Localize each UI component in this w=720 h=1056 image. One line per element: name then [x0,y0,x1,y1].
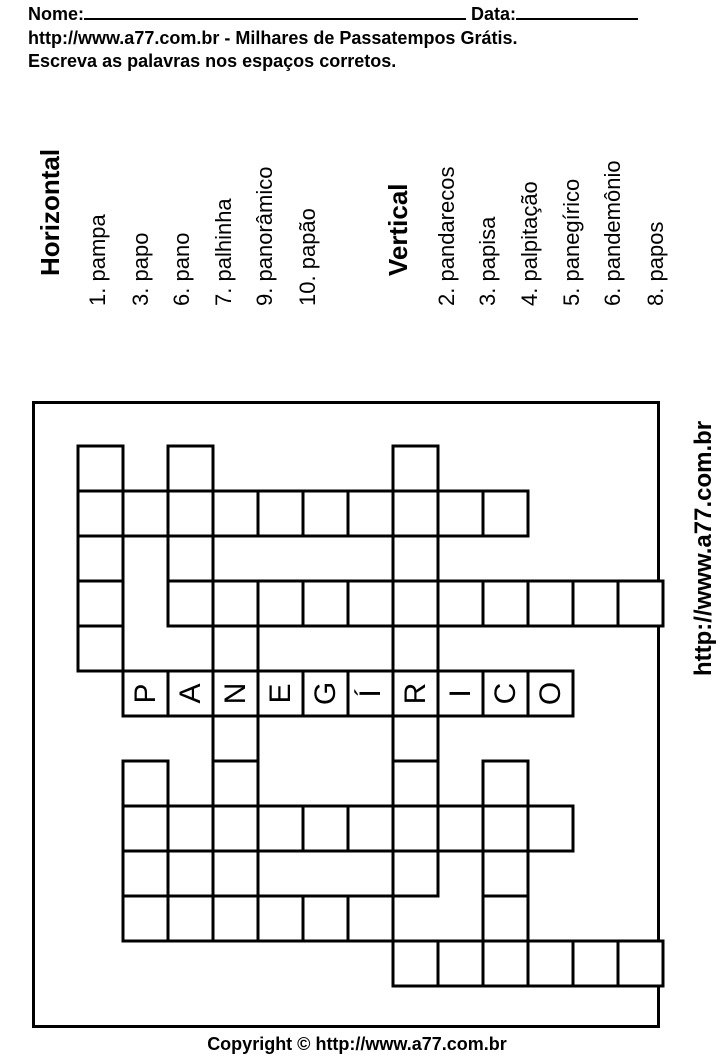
crossword-cell[interactable] [393,626,438,671]
given-letter: E [264,683,297,704]
crossword-cell[interactable] [393,536,438,581]
crossword-cell[interactable] [348,581,393,626]
crossword-cell[interactable] [168,896,213,941]
crossword-cell[interactable] [438,941,483,986]
horizontal-title: Horizontal [35,148,65,276]
clue-word: papos [643,221,668,282]
crossword-cell[interactable] [348,491,393,536]
crossword-cell[interactable] [123,851,168,896]
crossword-cell[interactable] [78,581,123,626]
crossword-cell[interactable] [303,491,348,536]
clue-word: pano [169,232,194,282]
crossword-cell[interactable] [168,581,213,626]
clue-number: 2. [434,287,459,306]
crossword-cell[interactable] [213,806,258,851]
crossword-cell[interactable] [483,491,528,536]
clue-number: 6. [169,287,194,306]
clue-number: 3. [128,287,153,306]
crossword-cell[interactable] [168,491,213,536]
crossword-cell[interactable] [483,761,528,806]
crossword-cell[interactable] [168,536,213,581]
crossword-cell[interactable] [348,806,393,851]
given-letter: I [444,689,477,698]
crossword-cell[interactable] [483,806,528,851]
crossword-cell[interactable] [123,896,168,941]
crossword-cell[interactable] [258,896,303,941]
site-line: http://www.a77.com.br - Milhares de Passatempos Grátis. [28,28,518,48]
crossword-cell[interactable] [393,806,438,851]
crossword-cell[interactable] [213,626,258,671]
clue-word: panegírico [559,178,584,282]
clue-number: 9. [252,287,277,306]
crossword-cell[interactable] [438,581,483,626]
clue-word: papo [128,232,153,282]
clue-number: 10. [295,275,320,306]
given-letter: Í [354,689,387,698]
clue-word: palhinha [211,198,236,282]
crossword-cell[interactable] [573,941,618,986]
vertical-title: Vertical [383,183,413,276]
crossword-cell[interactable] [618,581,663,626]
crossword-cell[interactable] [213,851,258,896]
crossword-cell[interactable] [528,581,573,626]
clue-number: 4. [517,287,542,306]
copyright-text: Copyright © http://www.a77.com.br [207,1034,507,1054]
given-letter: A [174,683,207,704]
crossword-cell[interactable] [483,581,528,626]
crossword-cell[interactable] [303,896,348,941]
crossword-cell[interactable] [483,896,528,941]
given-letter: G [309,681,342,706]
crossword-cell[interactable] [123,761,168,806]
clue-number: 7. [211,287,236,306]
crossword-cell[interactable] [78,626,123,671]
crossword-cell[interactable] [213,761,258,806]
crossword-cell[interactable] [123,806,168,851]
given-letter: C [489,682,522,705]
date-label: Data: [471,4,517,24]
crossword-cell[interactable] [528,806,573,851]
crossword-cell[interactable] [483,941,528,986]
clue-word: palpitação [517,181,542,282]
crossword-cell[interactable] [393,851,438,896]
given-letter: R [399,682,432,705]
crossword-cell[interactable] [168,806,213,851]
crossword-cell[interactable] [213,716,258,761]
crossword-cell[interactable] [78,536,123,581]
crossword-cell[interactable] [438,806,483,851]
crossword-cell[interactable] [213,491,258,536]
given-letter: N [219,682,252,705]
crossword-cell[interactable] [618,941,663,986]
crossword-cell[interactable] [438,491,483,536]
crossword-cell[interactable] [393,716,438,761]
crossword-cell[interactable] [258,581,303,626]
crossword-cell[interactable] [393,941,438,986]
clue-word: pandarecos [434,166,459,282]
crossword-cell[interactable] [303,806,348,851]
crossword-cell[interactable] [528,941,573,986]
instruction-text: Escreva as palavras nos espaços corretos. [28,51,397,71]
crossword-cell[interactable] [213,581,258,626]
clue-number: 1. [85,287,110,306]
crossword-cell[interactable] [573,581,618,626]
clue-word: papisa [475,216,500,282]
clue-number: 6. [600,287,625,306]
crossword-cell[interactable] [213,896,258,941]
clue-number: 5. [559,287,584,306]
clue-number: 8. [643,287,668,306]
given-letter: O [534,681,567,706]
crossword-cell[interactable] [393,491,438,536]
crossword-cell[interactable] [78,491,123,536]
crossword-cell[interactable] [483,851,528,896]
crossword-cell[interactable] [393,761,438,806]
clue-word: papão [295,208,320,270]
crossword-cell[interactable] [348,896,393,941]
clue-word: panorâmico [252,166,277,282]
crossword-cell[interactable] [258,806,303,851]
crossword-cell[interactable] [78,446,123,491]
name-label: Nome: [28,4,85,24]
crossword-cell[interactable] [168,446,213,491]
crossword-cell[interactable] [303,581,348,626]
crossword-cell[interactable] [393,446,438,491]
clue-word: pampa [85,214,110,282]
clue-word: pandemônio [600,160,625,282]
side-url: http://www.a77.com.br [690,420,717,676]
crossword-cell[interactable] [258,491,303,536]
crossword-cell[interactable] [393,581,438,626]
given-letter: P [129,683,162,704]
clue-number: 3. [475,287,500,306]
crossword-cell[interactable] [123,491,168,536]
